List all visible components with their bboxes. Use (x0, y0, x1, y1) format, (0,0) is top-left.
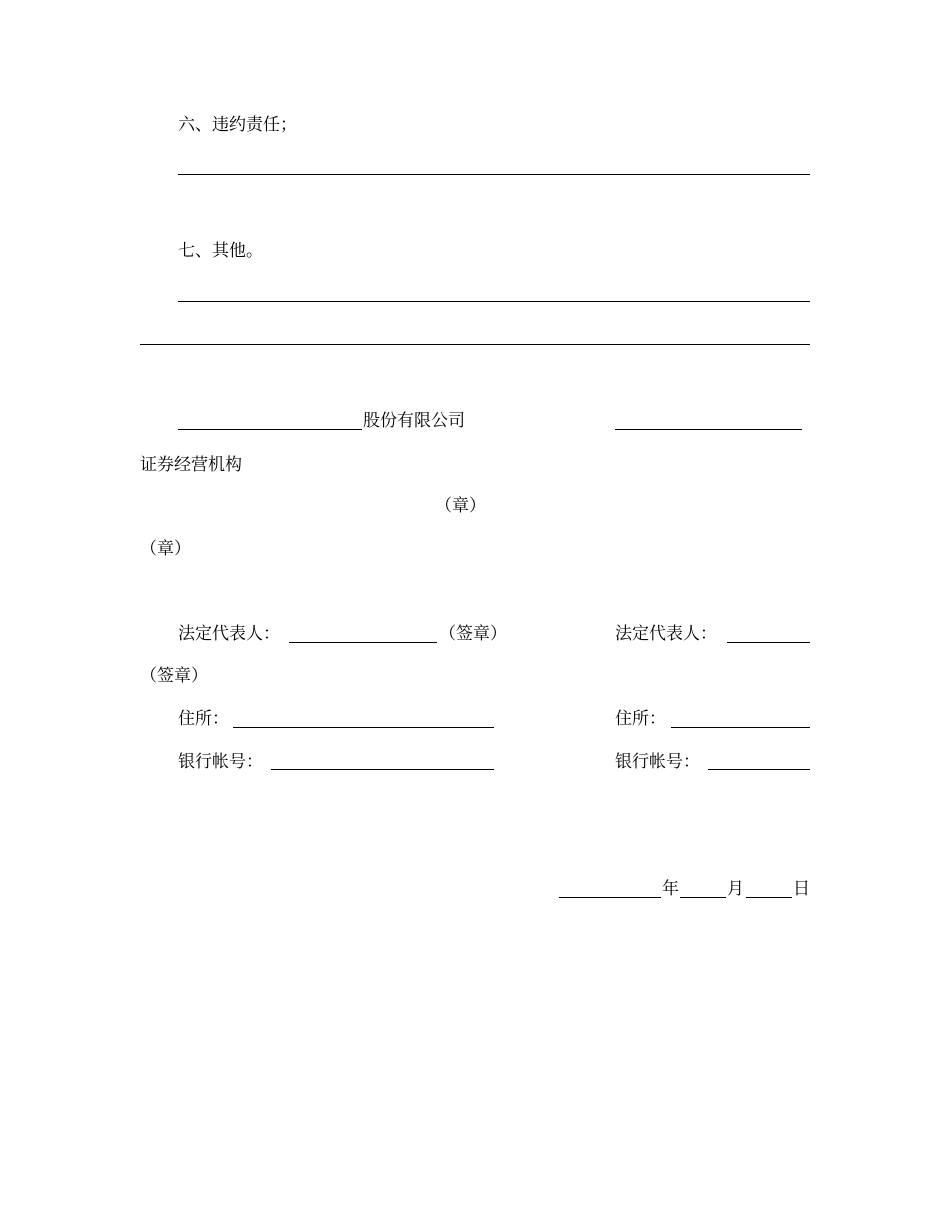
bank-account-right-label: 银行帐号： (615, 752, 700, 772)
section-seven-heading: 七、其他。 (178, 241, 263, 261)
legal-rep-right-label: 法定代表人： (615, 624, 717, 644)
company-name-blank[interactable] (178, 429, 362, 430)
legal-rep-left-blank[interactable] (289, 642, 437, 643)
section-seven-blank-line-2[interactable] (140, 344, 810, 345)
section-seven-blank-line-1[interactable] (178, 301, 810, 302)
section-six-blank-line[interactable] (178, 174, 810, 175)
date-month-label: 月 (727, 879, 744, 899)
date-month-blank[interactable] (680, 897, 726, 898)
sign-seal-left-label: （签章） (439, 624, 507, 644)
legal-rep-left-label: 法定代表人： (178, 624, 280, 644)
address-left-label: 住所： (178, 709, 229, 729)
bank-account-right-blank[interactable] (708, 769, 810, 770)
address-right-blank[interactable] (671, 727, 810, 728)
sign-seal-right-label: （签章） (140, 666, 208, 686)
institution-seal-label: （章） (140, 539, 191, 559)
date-year-label: 年 (662, 879, 679, 899)
company-seal-label: （章） (435, 496, 486, 516)
legal-rep-right-blank[interactable] (727, 642, 810, 643)
securities-institution-label: 证券经营机构 (140, 455, 242, 475)
institution-name-blank[interactable] (615, 429, 802, 430)
company-suffix-label: 股份有限公司 (363, 411, 465, 431)
address-left-blank[interactable] (233, 727, 494, 728)
address-right-label: 住所： (615, 709, 666, 729)
date-day-label: 日 (793, 879, 810, 899)
date-year-blank[interactable] (559, 897, 661, 898)
bank-account-left-label: 银行帐号： (178, 752, 263, 772)
date-day-blank[interactable] (746, 897, 792, 898)
bank-account-left-blank[interactable] (271, 769, 494, 770)
section-six-heading: 六、违约责任； (178, 115, 297, 135)
